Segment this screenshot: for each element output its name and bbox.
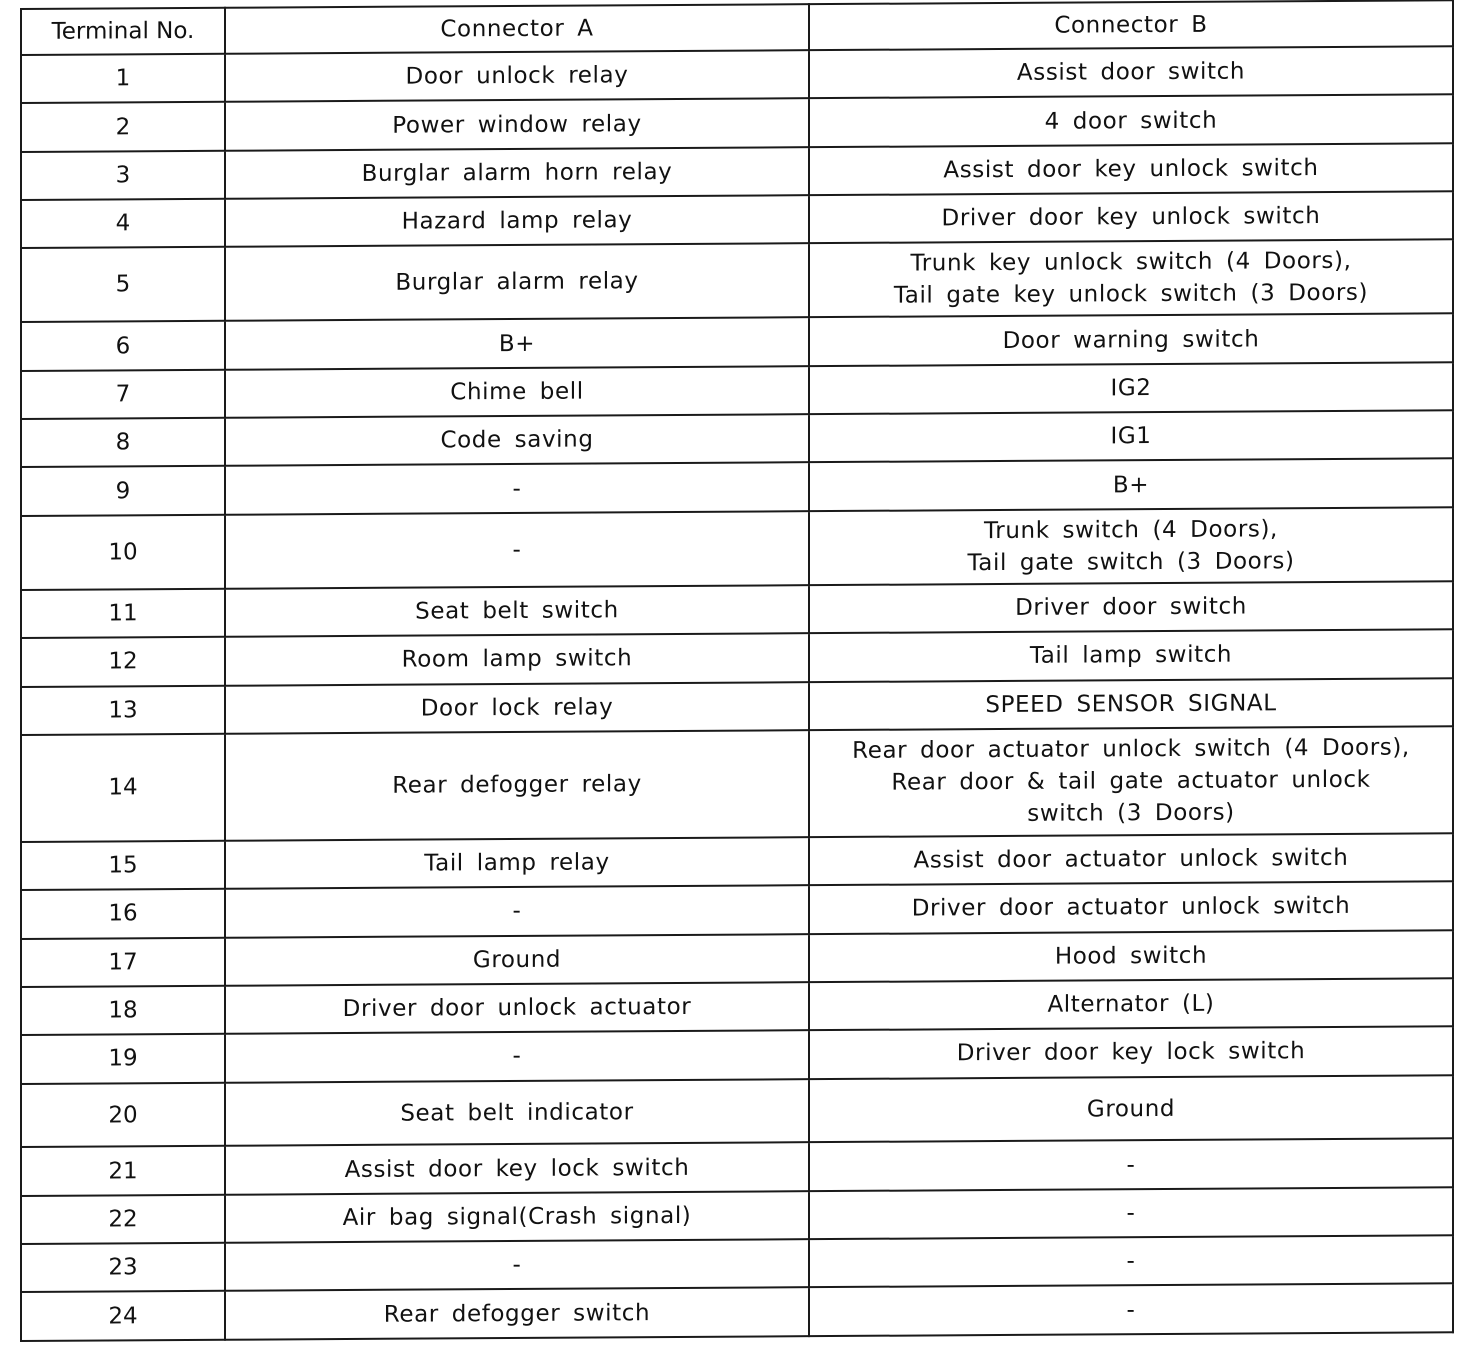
terminal-number-cell: 13: [21, 685, 225, 735]
table-row: [21, 459, 1453, 516]
connector-b-line: 4 door switch: [1044, 107, 1218, 135]
connector-b-cell: [809, 1235, 1453, 1287]
header-terminal-no: Terminal No.: [21, 8, 225, 55]
terminal-number-cell: 2: [21, 102, 225, 152]
terminal-table-page: [20, 8, 1452, 1342]
table-row: [21, 1187, 1453, 1244]
connector-b-cell: [809, 1139, 1453, 1191]
connector-a-cell: Door lock relay: [225, 682, 809, 734]
table-row: [21, 881, 1453, 938]
terminal-number-cell: 16: [21, 889, 225, 939]
connector-a-cell: Burglar alarm horn relay: [225, 147, 809, 199]
header-connector-b: Connector B: [809, 0, 1453, 50]
table-row: [21, 726, 1453, 842]
connector-b-line: Trunk switch (4 Doors),: [984, 516, 1278, 544]
connector-a-cell: Assist door key lock switch: [225, 1143, 809, 1195]
connector-b-line: -: [1126, 1248, 1136, 1275]
table-row: [21, 1075, 1453, 1148]
connector-b-line: Tail gate key unlock switch (3 Doors): [893, 280, 1369, 310]
connector-b-line: Assist door actuator unlock switch: [913, 844, 1349, 874]
connector-b-line: Assist door switch: [1016, 58, 1246, 87]
connector-a-cell: Seat belt indicator: [225, 1079, 809, 1146]
connector-a-cell: Air bag signal(Crash signal): [225, 1191, 809, 1243]
connector-a-cell: Code saving: [225, 414, 809, 466]
table-row: [21, 240, 1453, 323]
connector-b-cell: [809, 507, 1453, 585]
connector-b-line: Rear door actuator unlock switch (4 Doors),: [852, 734, 1410, 765]
table-row: [21, 95, 1453, 152]
connector-b-line: SPEED SENSOR SIGNAL: [985, 690, 1277, 718]
connector-b-line: Door warning switch: [1002, 326, 1260, 354]
connector-b-cell: [809, 1075, 1453, 1143]
connector-b-line: Tail gate switch (3 Doors): [967, 548, 1295, 577]
connector-b-line: -: [1126, 1151, 1136, 1178]
connector-b-line: -: [1126, 1296, 1136, 1323]
terminal-number-cell: 23: [21, 1243, 225, 1293]
terminal-number-cell: 9: [21, 466, 225, 516]
connector-b-cell: [809, 46, 1453, 98]
connector-a-cell: -: [225, 1239, 809, 1291]
terminal-connector-table: [20, 0, 1454, 1342]
connector-a-cell: Seat belt switch: [225, 585, 809, 637]
connector-b-cell: [809, 362, 1453, 414]
connector-a-cell: -: [225, 885, 809, 937]
connector-a-cell: -: [225, 463, 809, 515]
table-row: [21, 678, 1453, 735]
terminal-number-cell: 4: [21, 199, 225, 249]
connector-b-line: -: [1126, 1200, 1136, 1227]
connector-b-cell: [809, 978, 1453, 1030]
terminal-number-cell: 3: [21, 150, 225, 200]
terminal-number-cell: 24: [21, 1291, 225, 1341]
connector-b-line: Driver door switch: [1015, 593, 1247, 621]
connector-b-line: IG1: [1110, 423, 1152, 450]
table-row: [21, 191, 1453, 248]
connector-a-cell: Burglar alarm relay: [225, 244, 809, 322]
table-row: [21, 362, 1453, 419]
table-row: [21, 410, 1453, 467]
connector-b-cell: [809, 143, 1453, 195]
connector-b-line: B+: [1112, 471, 1150, 498]
table-row: [21, 143, 1453, 200]
connector-a-cell: Chime bell: [225, 366, 809, 418]
connector-b-line: Hood switch: [1054, 942, 1208, 970]
connector-a-cell: Rear defogger switch: [225, 1288, 809, 1340]
terminal-number-cell: 1: [21, 54, 225, 104]
connector-b-cell: [809, 240, 1453, 318]
table-row: [21, 629, 1453, 686]
connector-b-line: Rear door & tail gate actuator unlock: [891, 767, 1371, 797]
connector-b-cell: [809, 881, 1453, 933]
connector-b-line: Ground: [1086, 1095, 1176, 1122]
connector-b-cell: [809, 678, 1453, 730]
connector-a-cell: Hazard lamp relay: [225, 195, 809, 247]
terminal-number-cell: 18: [21, 986, 225, 1036]
connector-b-cell: [809, 581, 1453, 633]
connector-b-cell: [809, 459, 1453, 511]
connector-b-cell: [809, 629, 1453, 681]
connector-b-cell: [809, 1187, 1453, 1239]
terminal-number-cell: 10: [21, 515, 225, 590]
connector-b-line: Tail lamp switch: [1029, 641, 1233, 670]
table-row: [21, 930, 1453, 987]
terminal-number-cell: 12: [21, 637, 225, 687]
terminal-number-cell: 6: [21, 321, 225, 371]
header-connector-a: Connector A: [225, 4, 809, 54]
connector-b-cell: [809, 930, 1453, 982]
connector-a-cell: B+: [225, 318, 809, 370]
table-row: [21, 46, 1453, 103]
table-row: [21, 1284, 1453, 1341]
connector-b-line: Trunk key unlock switch (4 Doors),: [910, 248, 1352, 277]
connector-b-line: Driver door key lock switch: [956, 1038, 1306, 1067]
terminal-number-cell: 15: [21, 841, 225, 891]
terminal-number-cell: 8: [21, 418, 225, 468]
connector-a-cell: Door unlock relay: [225, 50, 809, 102]
connector-b-cell: [809, 1027, 1453, 1079]
terminal-number-cell: 11: [21, 589, 225, 639]
terminal-number-cell: 20: [21, 1082, 225, 1147]
connector-a-cell: Power window relay: [225, 99, 809, 151]
connector-b-cell: [809, 191, 1453, 243]
connector-b-cell: [809, 833, 1453, 885]
connector-b-cell: [809, 1284, 1453, 1337]
connector-b-line: Assist door key unlock switch: [943, 154, 1319, 184]
terminal-number-cell: 17: [21, 937, 225, 987]
connector-b-line: Driver door actuator unlock switch: [911, 893, 1351, 922]
terminal-number-cell: 5: [21, 247, 225, 322]
connector-a-cell: Ground: [225, 934, 809, 986]
table-body: [21, 46, 1453, 1341]
connector-a-cell: -: [225, 511, 809, 589]
connector-b-line: Driver door key unlock switch: [941, 203, 1321, 232]
connector-b-line: switch (3 Doors): [1027, 799, 1235, 828]
connector-b-line: IG2: [1110, 375, 1152, 402]
connector-a-cell: -: [225, 1030, 809, 1082]
connector-a-cell: Tail lamp relay: [225, 837, 809, 889]
connector-a-cell: Rear defogger relay: [225, 730, 809, 841]
terminal-number-cell: 21: [21, 1146, 225, 1196]
table-row: [21, 507, 1453, 590]
table-row: [21, 978, 1453, 1035]
table-row: [21, 314, 1453, 371]
table-row: [21, 1027, 1453, 1084]
connector-b-line: Alternator (L): [1047, 990, 1215, 1018]
connector-a-cell: Driver door unlock actuator: [225, 982, 809, 1034]
connector-b-cell: [809, 726, 1453, 837]
terminal-number-cell: 7: [21, 370, 225, 420]
connector-a-cell: Room lamp switch: [225, 633, 809, 685]
terminal-number-cell: 22: [21, 1194, 225, 1244]
terminal-number-cell: 14: [21, 734, 225, 842]
table-row: [21, 581, 1453, 638]
table-row: [21, 1139, 1453, 1196]
table-row: [21, 833, 1453, 890]
terminal-number-cell: 19: [21, 1034, 225, 1084]
table-row: [21, 1235, 1453, 1292]
connector-b-cell: [809, 95, 1453, 147]
connector-b-cell: [809, 314, 1453, 366]
connector-b-cell: [809, 410, 1453, 462]
